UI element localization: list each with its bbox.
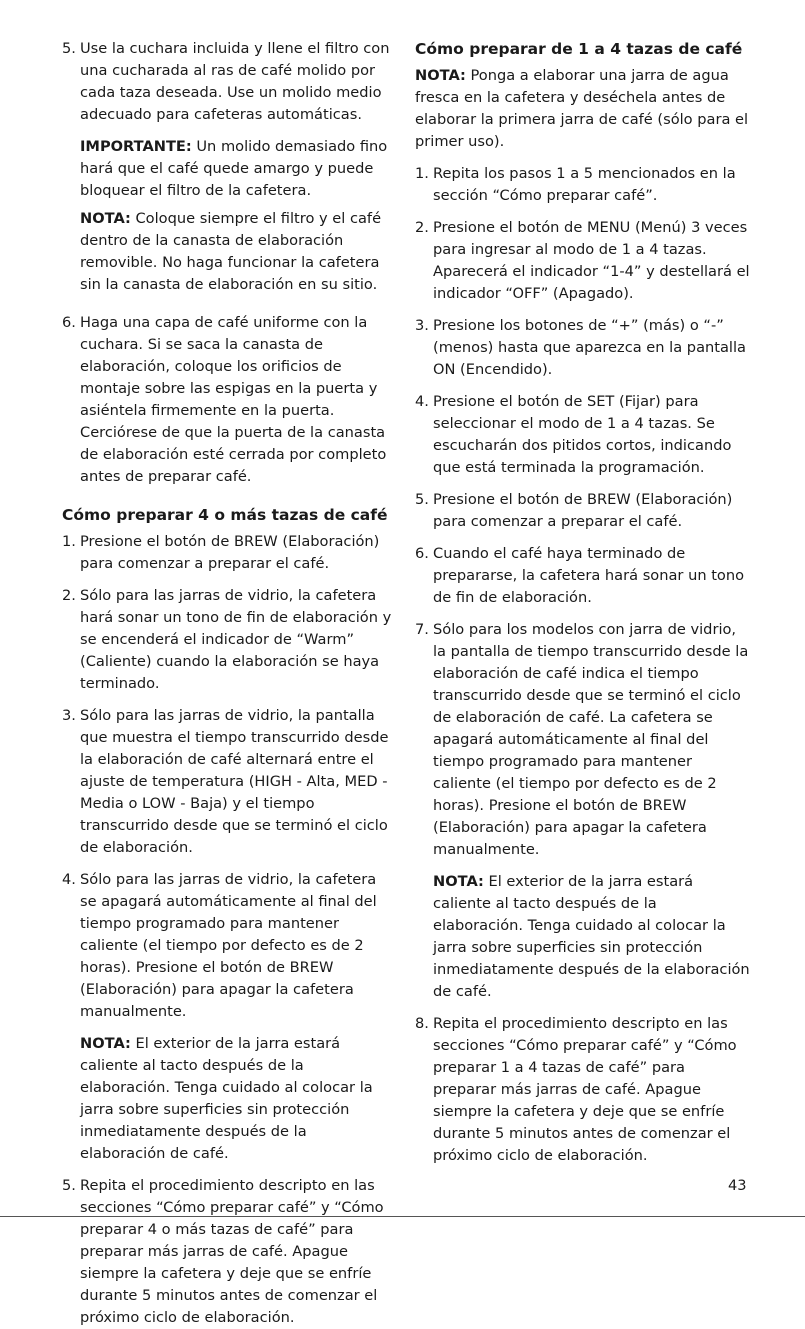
bottom-rule bbox=[0, 1216, 805, 1217]
step-text: Presione el botón de MENU (Menú) 3 veces para ingresar al modo de 1 a 4 tazas. Aparecerá el indicador “1-4” y destellará el indicador “OFF” (Apagado). bbox=[433, 219, 750, 302]
step-number: 6. bbox=[415, 545, 429, 562]
step-text: Repita el procedimiento descripto en las secciones “Cómo preparar café” y “Cómo preparar 1 a 4 tazas de café” para preparar más jarras de café. Apague siempre la cafetera y deje que se enfríe durante 5 minutos antes de comenzar el próximo ciclo de elaboración. bbox=[433, 1015, 737, 1164]
list-item-step-7 bbox=[415, 619, 750, 861]
step-number: 5. bbox=[415, 491, 429, 508]
step-number: 2. bbox=[415, 219, 429, 236]
carafe-note bbox=[415, 871, 750, 1003]
step-text: Sólo para los modelos con jarra de vidrio, la pantalla de tiempo transcurrido desde la elaboración de café indica el tiempo transcurrido desde que se terminó el ciclo de elaboración de café. La cafetera se apagará automáticamente al final del tiempo programado para mantener caliente (el tiempo por defecto es de 2 horas). Presione el botón de BREW (Elaboración) para apagar la cafetera manualmente. bbox=[433, 621, 749, 858]
carafe-note bbox=[62, 1033, 392, 1165]
list-item-step-4 bbox=[415, 391, 750, 479]
step-text: Repita el procedimiento descripto en las secciones “Cómo preparar café” y “Cómo preparar 4 o más tazas de café” para preparar más jarras de café. Apague siempre la cafetera y deje que se enfríe durante 5 minutos antes de comenzar el próximo ciclo de elaboración. bbox=[80, 1177, 384, 1326]
list-item-step-5 bbox=[62, 38, 392, 126]
step-number: 3. bbox=[62, 707, 76, 724]
step-text: Presione el botón de BREW (Elaboración) para comenzar a preparar el café. bbox=[80, 533, 380, 572]
step-number: 7. bbox=[415, 621, 429, 638]
step-text: Sólo para las jarras de vidrio, la pantalla que muestra el tiempo transcurrido desde la elaboración de café alternará entre el ajuste de temperatura (HIGH - Alta, MED - Media o LOW - Baja) y el tiempo transcurrido desde que se terminó el ciclo de elaboración. bbox=[80, 707, 389, 856]
list-item-step-4 bbox=[62, 869, 392, 1023]
step-text: Use la cuchara incluida y llene el filtro con una cucharada al ras de café molido por cada taza deseada. Use un molido medio adecuado para cafeteras automáticas. bbox=[80, 40, 390, 123]
step-number: 3. bbox=[415, 317, 429, 334]
step-number: 8. bbox=[415, 1015, 429, 1032]
list-item-step-3 bbox=[62, 705, 392, 859]
note-text: Coloque siempre el filtro y el café dentro de la canasta de elaboración removible. No haga funcionar la cafetera sin la canasta de elaboración en su sitio. bbox=[80, 210, 382, 293]
note-text: El exterior de la jarra estará caliente al tacto después de la elaboración. Tenga cuidado al colocar la jarra sobre superficies sin protección inmediatamente después de la elaboración de café. bbox=[80, 1035, 373, 1162]
step-number: 1. bbox=[62, 533, 76, 550]
left-column bbox=[62, 38, 392, 1329]
list-item-step-3 bbox=[415, 315, 750, 381]
step-text: Presione los botones de “+” (más) o “-” (menos) hasta que aparezca en la pantalla ON (Encendido). bbox=[433, 317, 746, 378]
step-text: Cuando el café haya terminado de prepararse, la cafetera hará sonar un tono de fin de elaboración. bbox=[433, 545, 745, 606]
step-number: 4. bbox=[415, 393, 429, 410]
list-item-step-5 bbox=[415, 489, 750, 533]
step-number: 6. bbox=[62, 314, 76, 331]
note-label: NOTA: bbox=[80, 1035, 131, 1052]
section-heading-1-to-4: Cómo preparar de 1 a 4 tazas de café bbox=[415, 40, 743, 58]
section-heading-4-or-more: Cómo preparar 4 o más tazas de café bbox=[62, 506, 388, 524]
step-text: Sólo para las jarras de vidrio, la cafetera hará sonar un tono de fin de elaboración y se encenderá el indicador de “Warm” (Caliente) cuando la elaboración se haya terminado. bbox=[80, 587, 392, 692]
step-number: 5. bbox=[62, 40, 76, 57]
intro-note bbox=[415, 65, 750, 153]
note-label: NOTA: bbox=[415, 67, 466, 84]
list-item-step-2 bbox=[62, 585, 392, 695]
step-text: Sólo para las jarras de vidrio, la cafetera se apagará automáticamente al final del tiempo programado para mantener caliente (el tiempo por defecto es de 2 horas). Presione el botón de BREW (Elaboración) para apagar la cafetera manualmente. bbox=[80, 871, 377, 1020]
step-text: Repita los pasos 1 a 5 mencionados en la sección “Cómo preparar café”. bbox=[433, 165, 736, 204]
step-number: 4. bbox=[62, 871, 76, 888]
note-text: El exterior de la jarra estará caliente al tacto después de la elaboración. Tenga cuidado al colocar la jarra sobre superficies sin protección inmediatamente después de la elaboración de café. bbox=[433, 873, 750, 1000]
note-label: NOTA: bbox=[80, 210, 131, 227]
step-text: Presione el botón de SET (Fijar) para seleccionar el modo de 1 a 4 tazas. Se escucharán dos pitidos cortos, indicando que está terminada la programación. bbox=[433, 393, 732, 476]
basket-note bbox=[62, 208, 392, 296]
note-text: Ponga a elaborar una jarra de agua fresca en la cafetera y deséchela antes de elaborar la primera jarra de café (sólo para el primer uso). bbox=[415, 67, 749, 150]
list-item-step-8 bbox=[415, 1013, 750, 1167]
step-number: 5. bbox=[62, 1177, 76, 1194]
list-item-step-1 bbox=[415, 163, 750, 207]
list-item-step-1 bbox=[62, 531, 392, 575]
step-number: 2. bbox=[62, 587, 76, 604]
important-text: Un molido demasiado fino hará que el café quede amargo y puede bloquear el filtro de la cafetera. bbox=[80, 138, 388, 199]
page-number: 43 bbox=[728, 1177, 747, 1194]
important-label: IMPORTANTE: bbox=[80, 138, 192, 155]
step-number: 1. bbox=[415, 165, 429, 182]
right-column bbox=[415, 38, 750, 1167]
list-item-step-2 bbox=[415, 217, 750, 305]
step-text: Presione el botón de BREW (Elaboración) para comenzar a preparar el café. bbox=[433, 491, 733, 530]
important-note bbox=[62, 136, 392, 202]
list-item-step-5-repeat bbox=[62, 1175, 392, 1329]
list-item-step-6 bbox=[62, 312, 392, 488]
step-text: Haga una capa de café uniforme con la cuchara. Si se saca la canasta de elaboración, coloque los orificios de montaje sobre las espigas en la puerta y asiéntela firmemente en la puerta. Cerciórese de que la puerta de la canasta de elaboración esté cerrada por completo antes de preparar café. bbox=[80, 314, 387, 485]
list-item-step-6 bbox=[415, 543, 750, 609]
note-label: NOTA: bbox=[433, 873, 484, 890]
